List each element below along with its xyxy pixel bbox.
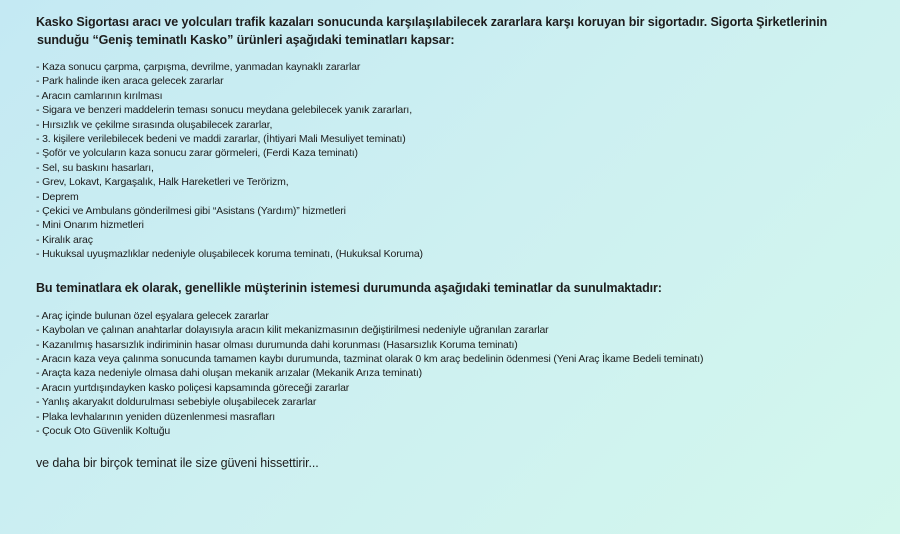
list-item: - Sel, su baskını hasarları,: [36, 161, 154, 174]
optional-coverage-list: [36, 309, 886, 439]
list-item: - Deprem: [36, 190, 79, 203]
list-item: - Aracın yurtdışındayken kasko poliçesi kapsamında göreceği zararlar: [36, 381, 350, 394]
list-item: - Aracın camlarının kırılması: [36, 89, 163, 102]
list-item: - Grev, Lokavt, Kargaşalık, Halk Hareketleri ve Terörizm,: [36, 176, 289, 189]
intro-paragraph: [36, 13, 886, 49]
list-item: - Kaybolan ve çalınan anahtarlar dolayısıyla aracın kilit mekanizmasının değiştirilmesi nedeniyle uğranılan zararlar: [36, 324, 549, 337]
intro-line-2: sunduğu “Geniş teminatlı Kasko” ürünleri aşağıdaki teminatları kapsar:: [37, 33, 455, 47]
list-item: - Kazanılmış hasarsızlık indiriminin hasar olması durumunda dahi korunması (Hasarsızlık Koruma teminatı): [36, 338, 518, 351]
list-item: - Hırsızlık ve çekilme sırasında oluşabilecek zararlar,: [36, 118, 273, 131]
list-item: - Araç içinde bulunan özel eşyalara gelecek zararlar: [36, 309, 269, 322]
list-item: - Mini Onarım hizmetleri: [36, 219, 144, 232]
list-item: - Yanlış akaryakıt doldurulması sebebiyle oluşabilecek zararlar: [36, 396, 317, 409]
intro-line-1: Kasko Sigortası aracı ve yolcuları trafik kazaları sonucunda karşılaşılabilecek zararlara karşı koruyan bir sigortadır. Sigorta Şirketlerinin: [36, 15, 828, 29]
document-body: [36, 13, 886, 472]
list-item: - Aracın kaza veya çalınma sonucunda tamamen kaybı durumunda, tazminat olarak 0 km araç bedelinin ödenmesi (Yeni Araç İkame Bedeli teminatı): [36, 352, 704, 365]
list-item: - Çekici ve Ambulans gönderilmesi gibi “Asistans (Yardım)” hizmetleri: [36, 205, 346, 218]
list-item: - Plaka levhalarının yeniden düzenlenmesi masrafları: [36, 410, 276, 423]
list-item: - Park halinde iken araca gelecek zararlar: [36, 75, 224, 88]
list-item: - 3. kişilere verilebilecek bedeni ve maddi zararlar, (İhtiyari Mali Mesuliyet teminatı): [36, 133, 406, 146]
list-item: - Şoför ve yolcuların kaza sonucu zarar görmeleri, (Ferdi Kaza teminatı): [36, 147, 358, 160]
closing-text: ve daha bir birçok teminat ile size güveni hissettirir...: [36, 456, 319, 471]
list-item: - Kiralık araç: [36, 233, 93, 246]
list-item: - Hukuksal uyuşmazlıklar nedeniyle oluşabilecek koruma teminatı, (Hukuksal Koruma): [36, 248, 423, 261]
list-item: - Çocuk Oto Güvenlik Koltuğu: [36, 424, 171, 437]
main-coverage-list: [36, 60, 886, 262]
list-item: - Kaza sonucu çarpma, çarpışma, devrilme, yanmadan kaynaklı zararlar: [36, 61, 361, 73]
list-item: - Sigara ve benzeri maddelerin teması sonucu meydana gelebilecek yanık zararları,: [36, 104, 412, 117]
list-item: - Araçta kaza nedeniyle olmasa dahi oluşan mekanik arızalar (Mekanik Arıza teminatı): [36, 367, 423, 380]
optional-coverage-heading: Bu teminatlara ek olarak, genellikle müşterinin istemesi durumunda aşağıdaki teminatlar da sunulmaktadır:: [36, 280, 662, 295]
